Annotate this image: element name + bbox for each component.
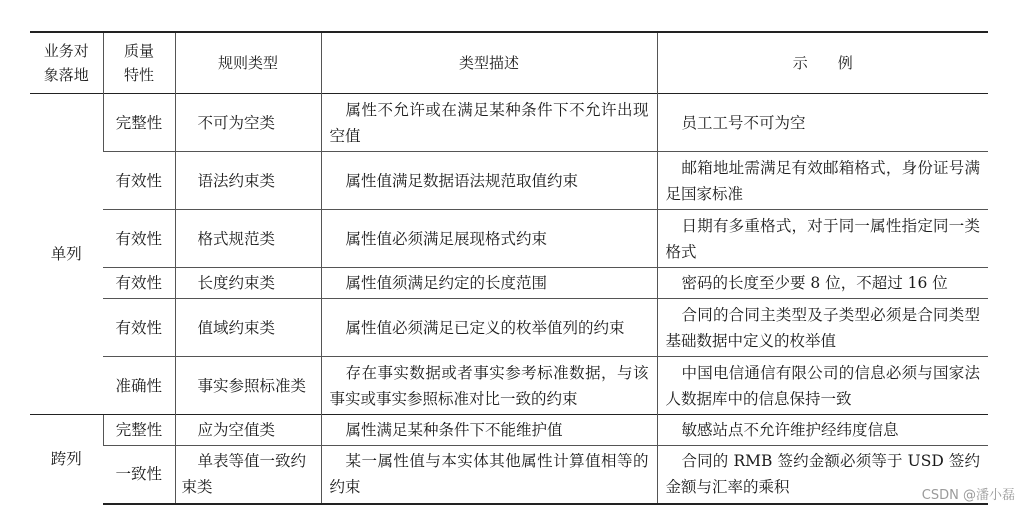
quality-cell: 有效性 bbox=[103, 210, 175, 268]
example-cell: 敏感站点不允许维护经纬度信息 bbox=[657, 415, 988, 446]
quality-cell: 有效性 bbox=[103, 152, 175, 210]
example-cell: 合同的 RMB 签约金额必须等于 USD 签约金额与汇率的乘积 bbox=[657, 446, 988, 504]
rule-type-cell: 单表等值一致约束类 bbox=[175, 446, 321, 504]
quality-cell: 有效性 bbox=[103, 268, 175, 299]
table-row bbox=[30, 299, 988, 357]
table-row bbox=[30, 94, 988, 152]
table-row bbox=[30, 210, 988, 268]
description-cell: 某一属性值与本实体其他属性计算值相等的约束 bbox=[321, 446, 657, 504]
description-cell: 属性值必须满足已定义的枚举值列的约束 bbox=[321, 299, 657, 357]
table-row bbox=[30, 446, 988, 504]
example-cell: 员工工号不可为空 bbox=[657, 94, 988, 152]
example-cell: 合同的合同主类型及子类型必须是合同类型基础数据中定义的枚举值 bbox=[657, 299, 988, 357]
header-description: 类型描述 bbox=[321, 32, 657, 94]
table-header-row bbox=[30, 32, 988, 94]
header-example: 示 例 bbox=[657, 32, 988, 94]
example-cell: 日期有多重格式，对于同一属性指定同一类格式 bbox=[657, 210, 988, 268]
description-cell: 属性值必须满足展现格式约束 bbox=[321, 210, 657, 268]
example-cell: 中国电信通信有限公司的信息必须与国家法人数据库中的信息保持一致 bbox=[657, 357, 988, 415]
scope-cell-cross-column: 跨列 bbox=[30, 415, 103, 504]
rule-type-cell: 长度约束类 bbox=[175, 268, 321, 299]
rule-type-cell: 应为空值类 bbox=[175, 415, 321, 446]
description-cell: 存在事实数据或者事实参考标准数据，与该事实或事实参照标准对比一致的约束 bbox=[321, 357, 657, 415]
header-quality-label: 质量特性 bbox=[123, 42, 154, 84]
header-rule-type: 规则类型 bbox=[175, 32, 321, 94]
csdn-watermark: CSDN @潘小磊 bbox=[921, 488, 1015, 503]
header-scope-label: 业务对象落地 bbox=[43, 42, 89, 84]
description-cell: 属性值满足数据语法规范取值约束 bbox=[321, 152, 657, 210]
table-row bbox=[30, 357, 988, 415]
quality-cell: 有效性 bbox=[103, 299, 175, 357]
quality-cell: 完整性 bbox=[103, 94, 175, 152]
header-scope bbox=[30, 32, 103, 94]
example-cell: 密码的长度至少要 8 位，不超过 16 位 bbox=[657, 268, 988, 299]
data-quality-rules-table bbox=[30, 31, 988, 505]
rule-type-cell: 语法约束类 bbox=[175, 152, 321, 210]
rule-type-cell: 值域约束类 bbox=[175, 299, 321, 357]
quality-cell: 完整性 bbox=[103, 415, 175, 446]
example-cell: 邮箱地址需满足有效邮箱格式，身份证号满足国家标准 bbox=[657, 152, 988, 210]
scope-cell-single-column: 单列 bbox=[30, 94, 103, 415]
table-row bbox=[30, 415, 988, 446]
header-quality bbox=[103, 32, 175, 94]
description-cell: 属性不允许或在满足某种条件下不允许出现空值 bbox=[321, 94, 657, 152]
description-cell: 属性值须满足约定的长度范围 bbox=[321, 268, 657, 299]
rule-type-cell: 事实参照标准类 bbox=[175, 357, 321, 415]
table-row bbox=[30, 268, 988, 299]
quality-cell: 准确性 bbox=[103, 357, 175, 415]
quality-cell: 一致性 bbox=[103, 446, 175, 504]
table-row bbox=[30, 152, 988, 210]
rule-type-cell: 格式规范类 bbox=[175, 210, 321, 268]
rule-type-cell: 不可为空类 bbox=[175, 94, 321, 152]
description-cell: 属性满足某种条件下不能维护值 bbox=[321, 415, 657, 446]
